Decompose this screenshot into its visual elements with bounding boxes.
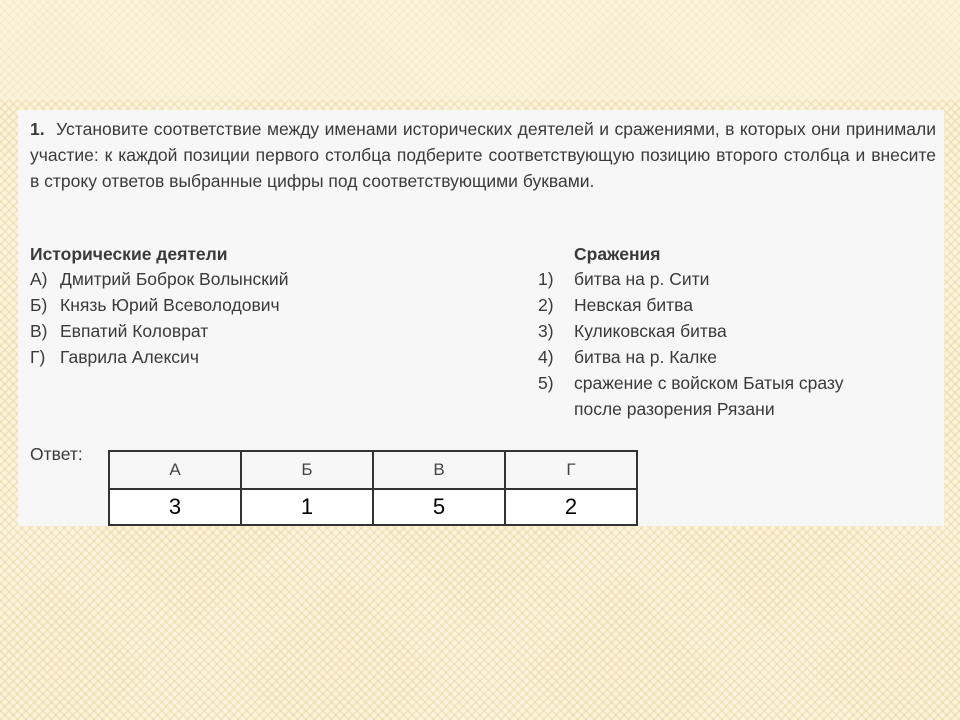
answer-value-cell: 2: [505, 489, 637, 525]
battle-label: 3): [538, 321, 554, 341]
answer-value-cell: 1: [241, 489, 373, 525]
answer-header-cell: В: [373, 451, 505, 489]
battle-name: Куликовская битва: [574, 321, 727, 341]
battle-name: сражение с войском Батыя сразу после разорения Рязани: [574, 373, 844, 419]
battle-item: [538, 370, 844, 419]
answer-value-cell: 5: [373, 489, 505, 525]
figure-name: Дмитрий Боброк Волынский: [60, 269, 289, 289]
figure-name: Гаврила Алексич: [60, 347, 199, 367]
answer-header-cell: А: [109, 451, 241, 489]
battle-label: 5): [538, 373, 554, 393]
slide-top-band: [0, 0, 960, 100]
battle-name: битва на р. Сити: [574, 269, 710, 289]
answer-header-cell: Б: [241, 451, 373, 489]
battle-label: 4): [538, 347, 554, 367]
figure-item: [30, 318, 208, 344]
battle-label: 2): [538, 295, 554, 315]
figure-item: [30, 344, 199, 370]
battle-item: [538, 344, 717, 370]
figure-label: Г): [30, 347, 46, 367]
figure-label: В): [30, 321, 48, 341]
answer-label: Ответ:: [30, 444, 83, 464]
question-text-block: [30, 116, 936, 194]
question-text: Установите соответствие между именами исторических деятелей и сражениями, в которых они принимали участие: к каждой позиции первого столбца подберите соответствующую позицию второго столбца и внесите в строку ответов выбранные цифры под соответствующими буквами.: [30, 119, 936, 191]
figure-label: Б): [30, 295, 48, 315]
battle-item: [538, 266, 710, 292]
battle-item: [538, 318, 727, 344]
battles-heading: Сражения: [574, 244, 661, 264]
figures-heading: Исторические деятели: [30, 244, 228, 264]
task-document: [18, 110, 944, 526]
battle-label: 1): [538, 269, 554, 289]
answer-header-row: [109, 451, 637, 489]
figure-item: [30, 292, 280, 318]
figure-name: Евпатий Коловрат: [60, 321, 209, 341]
answer-value-cell: 3: [109, 489, 241, 525]
figure-name: Князь Юрий Всеволодович: [60, 295, 280, 315]
answer-table: [108, 450, 638, 526]
answer-value-row: [109, 489, 637, 525]
battle-name: Невская битва: [574, 295, 693, 315]
question-number: 1.: [30, 119, 45, 139]
figure-label: А): [30, 269, 48, 289]
battle-item: [538, 292, 693, 318]
battle-name: битва на р. Калке: [574, 347, 717, 367]
answer-header-cell: Г: [505, 451, 637, 489]
figure-item: [30, 266, 288, 292]
